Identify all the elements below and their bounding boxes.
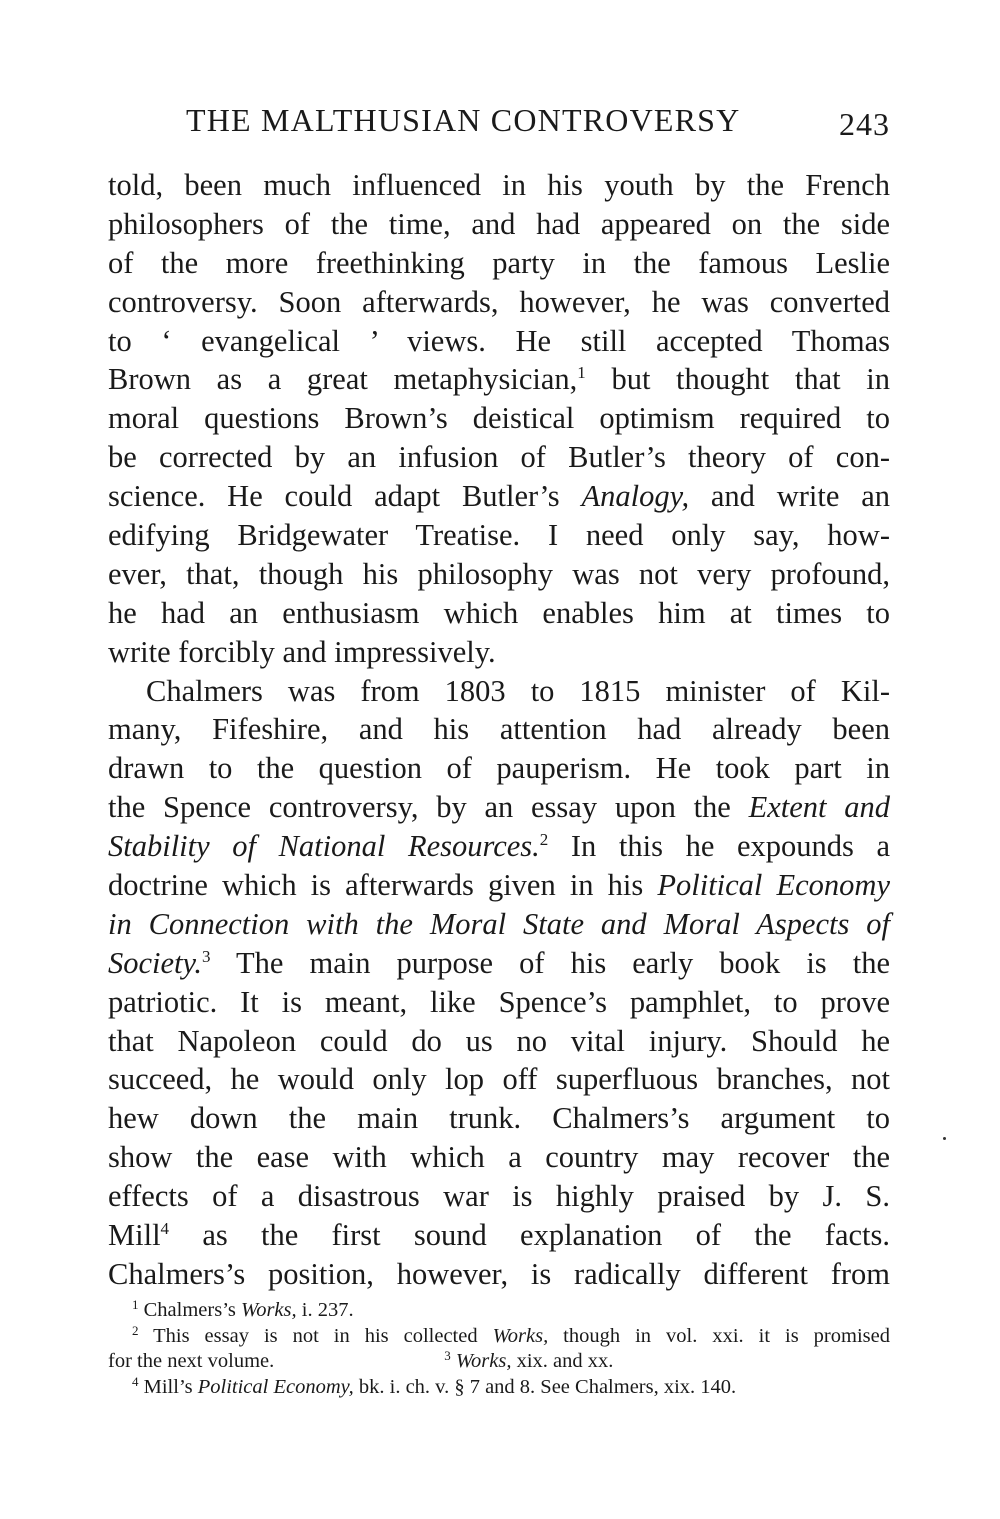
footnote-number: 2 [132, 1322, 139, 1338]
text-line: write forcibly and impressively. [108, 634, 496, 669]
text-line: philosophers of the time, and had appeared on the side [108, 206, 890, 241]
italic-title: Political Economy [657, 868, 890, 903]
scan-speck [943, 1137, 946, 1140]
footnote-number: 4 [132, 1373, 139, 1389]
footnote-ref-3: 3 [202, 946, 211, 966]
text-line: drawn to the question of pauperism. He took part in [108, 751, 890, 786]
italic-title: Analogy, [581, 479, 690, 514]
text-run: Mill [108, 1218, 161, 1253]
text-line: ever, that, though his philosophy was not very profound, [108, 556, 890, 591]
text-line [108, 827, 890, 866]
footnote-number: 3 [444, 1348, 451, 1363]
running-title: THE MALTHUSIAN CONTROVERSY [186, 102, 741, 138]
text-line: show the ease with which a country may recover the [108, 1140, 890, 1175]
italic-title: Stability of National Resources. [108, 829, 540, 864]
text-run: doctrine which is afterwards given in his [108, 868, 658, 903]
text-line: effects of a disastrous war is highly praised by J. S. [108, 1179, 890, 1214]
footnote-number: 1 [132, 1297, 139, 1312]
text-line [108, 788, 890, 827]
text-line: he had an enthusiasm which enables him at times to [108, 595, 890, 630]
body-text [108, 166, 890, 1294]
footnote-ref-2: 2 [539, 830, 549, 850]
text-line [108, 360, 890, 399]
text-run: as the first sound explanation of the facts. [169, 1218, 890, 1253]
text-run: i. 237. [296, 1299, 354, 1321]
italic-title: Political Economy, [197, 1375, 354, 1398]
text-run: In this he expounds a [548, 829, 890, 864]
text-line: hew down the main trunk. Chalmers’s argument to [108, 1101, 890, 1136]
text-line: be corrected by an infusion of Butler’s theory of con- [108, 440, 890, 475]
italic-title: Works, [492, 1324, 549, 1347]
footnote-4 [108, 1375, 890, 1401]
text-run: xix. and xx. [511, 1350, 614, 1372]
text-run: for the next volume. [108, 1350, 275, 1372]
text-line: patriotic. It is meant, like Spence’s pamphlet, to prove [108, 984, 890, 1019]
text-line: controversy. Soon afterwards, however, he was converted [108, 284, 890, 319]
footnote-ref-1: 1 [577, 363, 586, 383]
text-run: science. He could adapt Butler’s [108, 479, 582, 514]
text-line: of the more freethinking party in the famous Leslie [108, 245, 890, 280]
paragraph-start-line: Chalmers was from 1803 to 1815 minister of Kil- [146, 673, 890, 708]
text-line: edifying Bridgewater Treatise. I need only say, how- [108, 518, 890, 553]
italic-title: Extent and [748, 790, 890, 825]
text-line: many, Fifeshire, and his attention had already been [108, 712, 890, 747]
text-line: that Napoleon could do us no vital injury. Should he [108, 1023, 890, 1058]
footnote-2 [108, 1324, 890, 1350]
italic-title: Society. [108, 945, 203, 980]
text-line: moral questions Brown’s deistical optimism required to [108, 401, 890, 436]
page-number: 243 [839, 106, 890, 142]
text-run: the Spence controversy, by an essay upon the [108, 790, 749, 825]
footnotes [108, 1298, 890, 1400]
text-run: Mill’s [143, 1375, 198, 1398]
text-run: bk. i. ch. v. § 7 and 8. See Chalmers, xix. 140. [353, 1375, 737, 1398]
italic-title: Works, [241, 1299, 297, 1321]
text-run: Chalmers’s [143, 1299, 241, 1321]
running-header [186, 98, 890, 142]
text-line: Chalmers’s position, however, is radically different from [108, 1256, 890, 1291]
text-run: Brown as a great metaphysician, [108, 362, 578, 397]
text-line [108, 866, 890, 905]
text-run: This essay is not in his collected [153, 1324, 493, 1347]
text-line: told, been much influenced in his youth by the French [108, 168, 890, 202]
italic-title: Works, [455, 1350, 512, 1372]
text-line: succeed, he would only lop off superfluous branches, not [108, 1062, 890, 1097]
footnote-1 [108, 1298, 890, 1324]
footnote-ref-4: 4 [160, 1219, 170, 1239]
text-line: in Connection with the Moral State and Moral Aspects of [108, 906, 890, 941]
text-run: but thought that in [585, 362, 890, 397]
text-line: to ‘ evangelical ’ views. He still accepted Thomas [108, 323, 890, 358]
footnote-2-3-line [108, 1349, 890, 1375]
text-run: and write an [689, 479, 890, 514]
text-line [108, 477, 890, 516]
text-line [108, 1216, 890, 1255]
text-run: though in vol. xxi. it is promised [548, 1324, 890, 1347]
text-line [108, 944, 890, 983]
text-run: The main purpose of his early book is the [210, 945, 890, 980]
